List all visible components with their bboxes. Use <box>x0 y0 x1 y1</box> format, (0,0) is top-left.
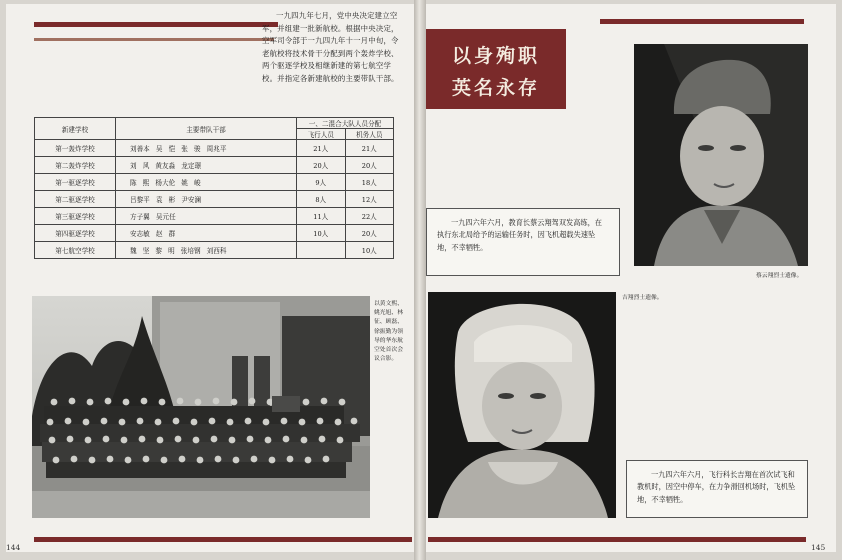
book-gutter <box>414 0 426 560</box>
cell-ground: 20人 <box>345 157 394 174</box>
header-ground: 机务人员 <box>345 129 394 140</box>
cell-flight: 8人 <box>297 191 346 208</box>
cell-school: 第一驱逐学校 <box>35 174 116 191</box>
cell-cadres: 吕黎平 袁 彬 尹安澜 <box>116 191 297 208</box>
portrait-cai-photo <box>634 44 808 266</box>
group-photo <box>32 296 370 518</box>
cell-cadres: 方子翼 吴元任 <box>116 208 297 225</box>
cell-cadres: 安志敏 赵 群 <box>116 225 297 242</box>
cell-cadres: 魏 坚 黎 明 张培钢 刘西科 <box>116 242 297 259</box>
title-line-1: 以身殉职 <box>451 45 540 67</box>
portrait-ji-photo <box>428 292 616 518</box>
group-photo-image <box>32 296 370 518</box>
school-assignment-table <box>34 117 394 259</box>
cell-ground: 21人 <box>345 140 394 157</box>
cell-cadres: 刘善本 吴 恺 张 骏 周兆平 <box>116 140 297 157</box>
top-rule-left <box>34 22 278 27</box>
title-line-2: 英名永存 <box>451 77 540 99</box>
cell-ground: 12人 <box>345 191 394 208</box>
header-allocation: 一、二混合大队人员分配 <box>297 118 394 129</box>
header-school: 新建学校 <box>35 118 116 140</box>
cell-flight: 9人 <box>297 174 346 191</box>
top-rule-right <box>600 19 804 24</box>
text-box-cai <box>426 208 620 276</box>
top-rule-left-thin <box>34 38 274 41</box>
caption-cai: 蔡云翔烈士遗像。 <box>756 273 803 279</box>
bottom-rule-right <box>428 537 806 542</box>
table-row <box>35 174 394 191</box>
right-page <box>426 4 836 552</box>
cell-cadres: 陈 熙 杨大伦 姚 峻 <box>116 174 297 191</box>
cell-flight <box>297 242 346 259</box>
cell-ground: 10人 <box>345 242 394 259</box>
text-box-ji <box>626 460 808 518</box>
text-ji: 一九四六年六月，飞行科长吉翔在首次试飞和教机时，因空中停车，在力争滑回机场时，飞机坠地，不幸牺牲。 <box>637 470 796 504</box>
cell-flight: 11人 <box>297 208 346 225</box>
table-row <box>35 140 394 157</box>
header-cadres: 主要带队干部 <box>116 118 297 140</box>
cell-ground: 20人 <box>345 225 394 242</box>
cell-school: 第二驱逐学校 <box>35 191 116 208</box>
cell-flight: 20人 <box>297 157 346 174</box>
cell-school: 第四驱逐学校 <box>35 225 116 242</box>
group-photo-caption: 以黄文熙、姚光旭、林征、顾磊、徐振勤为领导的华东航空处首次会议合影。 <box>374 301 403 363</box>
cell-school: 第二轰炸学校 <box>35 157 116 174</box>
bottom-rule-left <box>34 537 412 542</box>
table-row <box>35 208 394 225</box>
page-number-left: 144 <box>6 543 21 552</box>
left-page <box>6 4 414 552</box>
header-flight: 飞行人员 <box>297 129 346 140</box>
cell-ground: 18人 <box>345 174 394 191</box>
intro-paragraph: 一九四九年七月，党中央决定建立空军，并组建一批新航校。根据中央决定，空军司令部于一九四九年十一月中旬，令老航校将技术骨干分配到两个轰炸学校、两个驱逐学校及相继新建的第七航空学校。并指定各新建航校的主要带队干部。 <box>262 11 399 83</box>
table-row <box>35 242 394 259</box>
cell-flight: 21人 <box>297 140 346 157</box>
portrait-ji-image <box>428 292 616 518</box>
text-cai: 一九四六年六月，教育长蔡云翔驾双发高练，在执行东北局给予的运输任务时，因飞机超载失速坠地，不幸牺牲。 <box>437 218 602 252</box>
caption-ji: 吉翔烈士遗像。 <box>622 295 663 301</box>
cell-ground: 22人 <box>345 208 394 225</box>
table-row <box>35 225 394 242</box>
cell-cadres: 刘 风 黄友淼 龙定璟 <box>116 157 297 174</box>
portrait-cai-image <box>634 44 808 266</box>
cell-school: 第一轰炸学校 <box>35 140 116 157</box>
cell-school: 第三驱逐学校 <box>35 208 116 225</box>
section-title-block <box>426 29 566 109</box>
table-row <box>35 157 394 174</box>
cell-school: 第七航空学校 <box>35 242 116 259</box>
page-number-right: 145 <box>811 543 826 552</box>
cell-flight: 10人 <box>297 225 346 242</box>
table-row <box>35 191 394 208</box>
